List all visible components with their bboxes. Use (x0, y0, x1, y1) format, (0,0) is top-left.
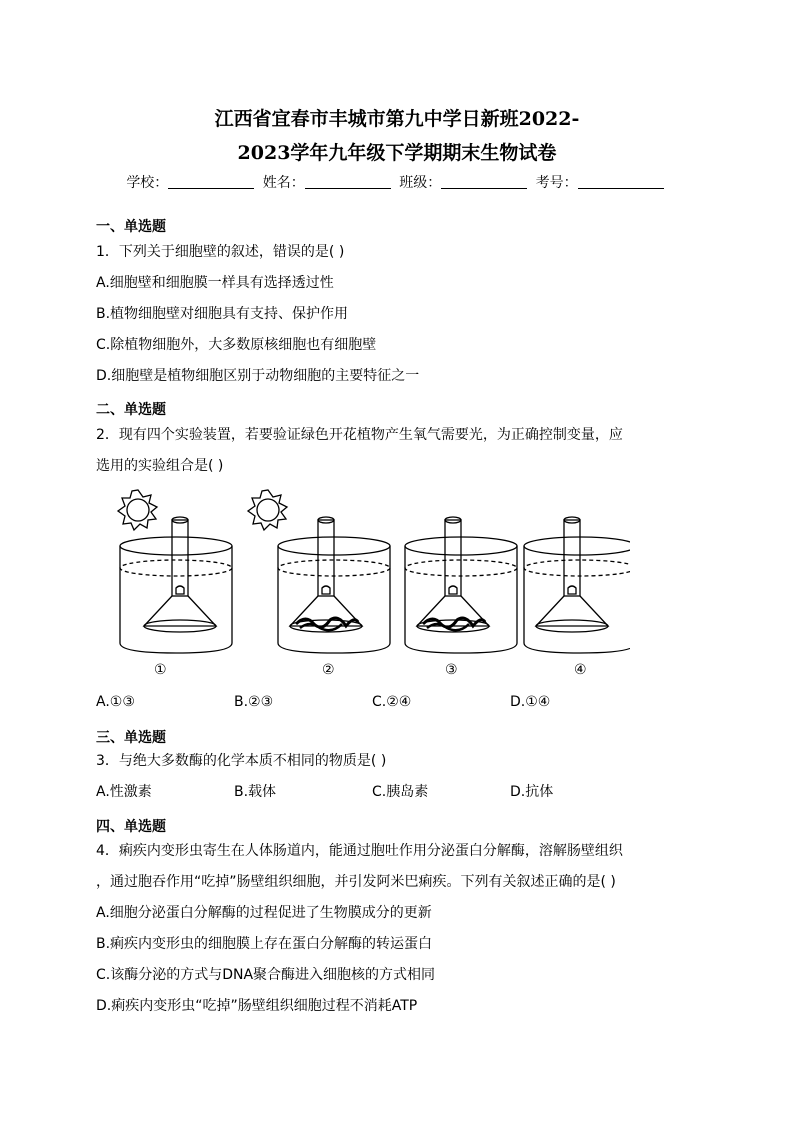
sun-icon (118, 490, 157, 530)
number-label: 考号： (535, 175, 578, 191)
question-stem: 2．现有四个实验装置，若要验证绿色开花植物产生氧气需要光，为正确控制变量，应 (96, 427, 623, 443)
page-title-line2: 2023学年九年级下学期期末生物试卷 (237, 142, 557, 164)
section-heading: 四、单选题 (96, 819, 166, 835)
experiment-apparatus-figure (110, 488, 630, 688)
page-title-line1: 江西省宜春市丰城市第九中学日新班2022- (214, 108, 580, 130)
class-blank[interactable] (441, 174, 527, 189)
answer-option[interactable]: A.性激素 (96, 784, 152, 800)
class-label: 班级： (399, 175, 442, 191)
section-heading: 三、单选题 (96, 730, 166, 746)
figure-label: ③ (445, 662, 458, 678)
school-label: 学校： (126, 175, 169, 191)
answer-option[interactable]: A.①③ (96, 694, 135, 710)
sun-icon (248, 490, 287, 530)
answer-option[interactable]: B.痢疾内变形虫的细胞膜上存在蛋白分解酶的转运蛋白 (96, 936, 433, 952)
answer-option[interactable]: C.该酶分泌的方式与DNA聚合酶进入细胞核的方式相同 (96, 967, 436, 983)
answer-option[interactable]: A.细胞分泌蛋白分解酶的过程促进了生物膜成分的更新 (96, 905, 432, 921)
answer-option[interactable]: B.载体 (234, 784, 277, 800)
answer-option[interactable]: B.植物细胞壁对细胞具有支持、保护作用 (96, 306, 349, 322)
question-stem: 3．与绝大多数酶的化学本质不相同的物质是( ) (96, 753, 387, 769)
section-heading: 二、单选题 (96, 402, 166, 418)
beaker-3 (405, 517, 517, 653)
answer-option[interactable]: C.胰岛素 (372, 784, 429, 800)
answer-option[interactable]: C.②④ (372, 694, 412, 710)
question-stem: ，通过胞吞作用“吃掉”肠壁组织细胞，并引发阿米巴痢疾。下列有关叙述正确的是( ) (96, 874, 616, 890)
figure-label: ① (154, 662, 167, 678)
answer-option[interactable]: D.痢疾内变形虫“吃掉”肠壁组织细胞过程不消耗ATP (96, 998, 418, 1014)
beaker-2 (278, 517, 390, 653)
answer-option[interactable]: D.细胞壁是植物细胞区别于动物细胞的主要特征之一 (96, 368, 420, 384)
question-stem: 选用的实验组合是( ) (96, 458, 224, 474)
answer-option[interactable]: C.除植物细胞外，大多数原核细胞也有细胞壁 (96, 337, 377, 353)
section-heading: 一、单选题 (96, 219, 166, 235)
figure-label: ② (322, 662, 335, 678)
question-stem: 1．下列关于细胞壁的叙述，错误的是( ) (96, 244, 345, 260)
question-stem: 4．痢疾内变形虫寄生在人体肠道内，能通过胞吐作用分泌蛋白分解酶，溶解肠壁组织 (96, 843, 623, 859)
beaker-1 (120, 517, 232, 653)
figure-label: ④ (574, 662, 587, 678)
beaker-4 (524, 517, 630, 653)
student-info-row (0, 172, 794, 192)
number-blank[interactable] (578, 174, 664, 189)
name-label: 姓名： (262, 175, 305, 191)
answer-option[interactable]: A.细胞壁和细胞膜一样具有选择透过性 (96, 275, 334, 291)
answer-option[interactable]: B.②③ (234, 694, 274, 710)
answer-option[interactable]: D.①④ (510, 694, 551, 710)
answer-option[interactable]: D.抗体 (510, 784, 554, 800)
name-blank[interactable] (305, 174, 391, 189)
school-blank[interactable] (168, 174, 254, 189)
